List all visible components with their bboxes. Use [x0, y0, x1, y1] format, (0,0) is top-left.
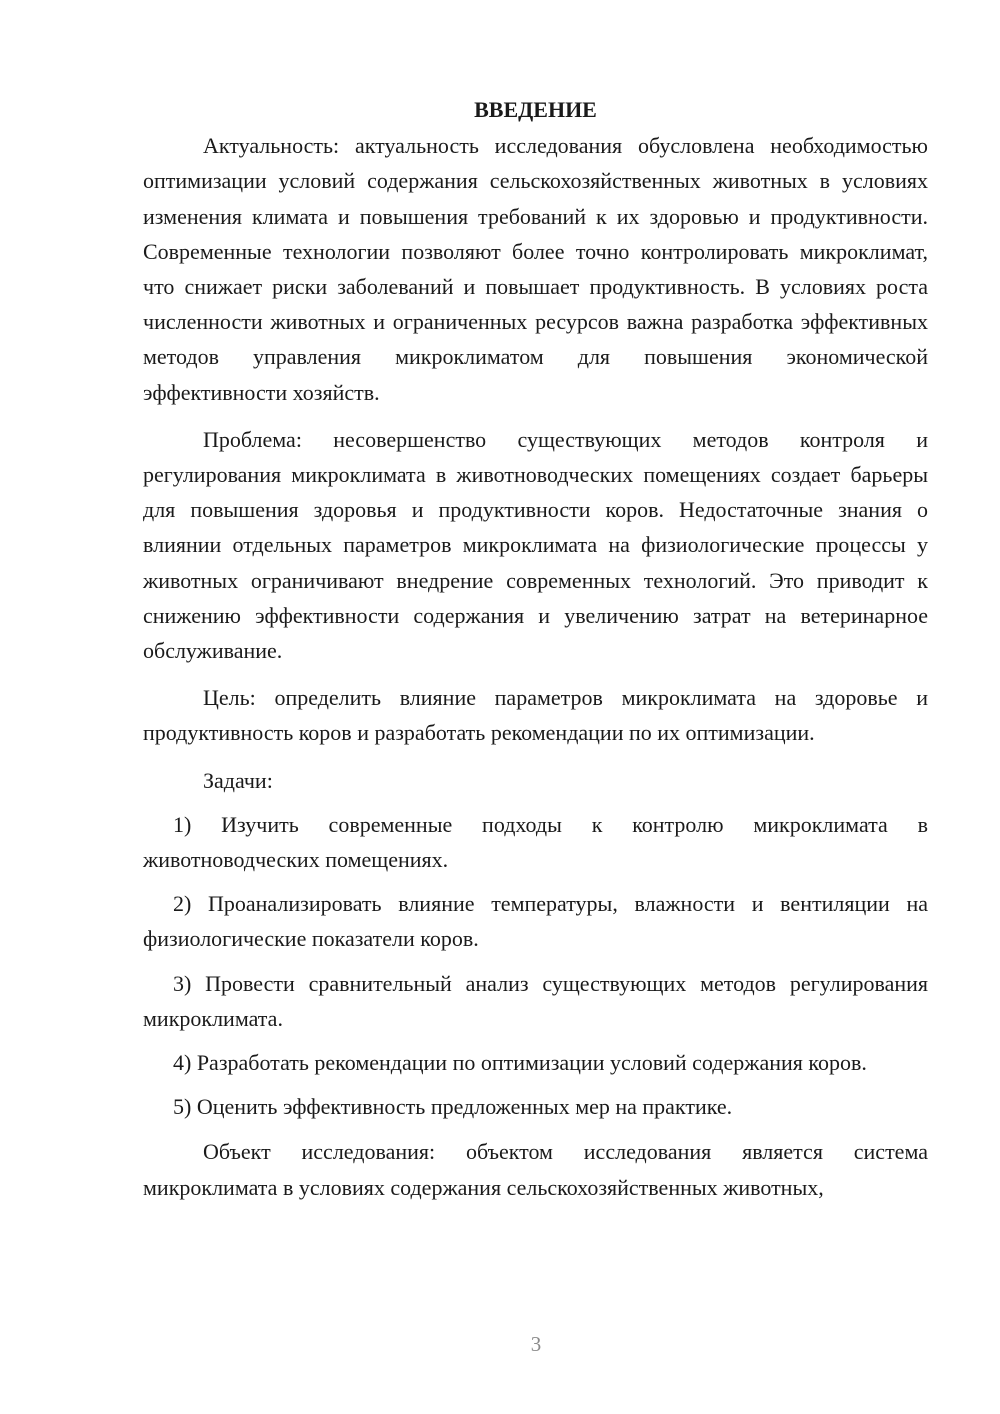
task-item-1: 1) Изучить современные подходы к контролю микроклимата в животноводческих помещениях.	[143, 811, 928, 873]
page-number: 3	[530, 1332, 542, 1356]
paragraph-problem: Проблема: несовершенство существующих методов контроля и регулирования микроклимата в животноводческих помещениях создает барьеры для повышения здоровья и продуктивности коров. Недостаточные знания о влиянии отдельных параметров микроклимата на физиологические процессы у животных ограничивают внедрение современных технологий. Это приводит к снижению эффективности содержания и увеличению затрат на ветеринарное обслуживание.	[143, 426, 928, 664]
tasks-label: Задачи:	[203, 767, 273, 793]
page-content	[143, 92, 928, 1205]
paragraph-goal: Цель: определить влияние параметров микроклимата на здоровье и продуктивность коров и разработать рекомендации по их оптимизации.	[143, 685, 928, 746]
task-item-4: 4) Разработать рекомендации по оптимизации условий содержания коров.	[173, 1050, 867, 1076]
task-item-3: 3) Провести сравнительный анализ существующих методов регулирования микроклимата.	[143, 970, 928, 1031]
section-heading: ВВЕДЕНИЕ	[474, 97, 597, 122]
task-item-5: 5) Оценить эффективность предложенных мер на практике.	[173, 1094, 733, 1120]
paragraph-relevance: Актуальность: актуальность исследования обусловлена необходимостью оптимизации условий содержания сельскохозяйственных животных в условиях изменения климата и повышения требований к их здоровью и продуктивности. Современные технологии позволяют более точно контролировать микроклимат, что снижает риски заболеваний и повышает продуктивность. В условиях роста численности животных и ограниченных ресурсов важна разработка эффективных методов управления микроклиматом для повышения экономической эффективности хозяйств.	[143, 133, 928, 405]
paragraph-object: Объект исследования: объектом исследования является система микроклимата в условиях содержания сельскохозяйственных животных,	[143, 1139, 928, 1200]
task-item-2: 2) Проанализировать влияние температуры, влажности и вентиляции на физиологические показатели коров.	[143, 891, 928, 952]
